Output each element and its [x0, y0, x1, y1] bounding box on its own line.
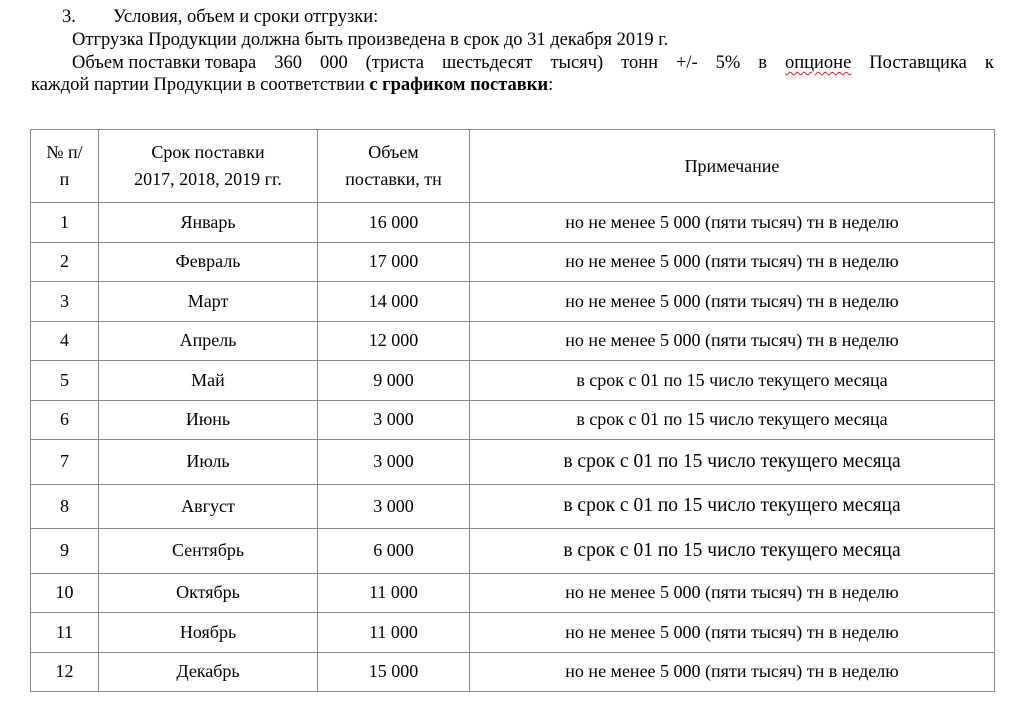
- cell-note: но не менее 5 000 (пяти тысяч) тн в неделю: [470, 242, 995, 282]
- word: 360: [274, 53, 302, 73]
- cell-number: 4: [31, 321, 99, 361]
- table-row: [31, 321, 995, 361]
- table-row: [31, 613, 995, 653]
- cell-month: Апрель: [99, 321, 318, 361]
- cell-note: но не менее 5 000 (пяти тысяч) тн в неделю: [470, 613, 995, 653]
- cell-note: в срок с 01 по 15 число текущего месяца: [470, 361, 995, 401]
- header-note: Примечание: [470, 130, 995, 203]
- cell-volume: 14 000: [318, 282, 470, 322]
- supply-volume-text: [72, 52, 994, 74]
- cell-volume: 3 000: [318, 484, 470, 529]
- word: Объем поставки товара: [72, 53, 257, 73]
- header-text: Объем: [368, 142, 419, 162]
- cell-number: 1: [31, 203, 99, 243]
- header-text: поставки, тн: [345, 169, 442, 189]
- word: тонн: [621, 53, 659, 73]
- table-row: [31, 652, 995, 692]
- cell-note: но не менее 5 000 (пяти тысяч) тн в неделю: [470, 573, 995, 613]
- table-header-row: [31, 130, 995, 203]
- word: шестьдесят: [441, 53, 533, 73]
- cell-note: в срок с 01 по 15 число текущего месяца: [470, 484, 995, 529]
- cell-volume: 15 000: [318, 652, 470, 692]
- cell-month: Сентябрь: [99, 529, 318, 574]
- cell-note: но не менее 5 000 (пяти тысяч) тн в неделю: [470, 203, 995, 243]
- section-number: 3.: [62, 7, 76, 27]
- cell-note: в срок с 01 по 15 число текущего месяца: [470, 440, 995, 485]
- cell-number: 2: [31, 242, 99, 282]
- cell-note: но не менее 5 000 (пяти тысяч) тн в неделю: [470, 321, 995, 361]
- cell-note: но не менее 5 000 (пяти тысяч) тн в неделю: [470, 652, 995, 692]
- header-number: [31, 130, 99, 203]
- word: 5%: [715, 53, 741, 73]
- table-row: [31, 573, 995, 613]
- cell-month: Январь: [99, 203, 318, 243]
- cell-volume: 12 000: [318, 321, 470, 361]
- text-run: :: [548, 75, 554, 95]
- word: (триста: [365, 53, 424, 73]
- word: +/-: [675, 53, 698, 73]
- table-row: [31, 361, 995, 401]
- cell-volume: 17 000: [318, 242, 470, 282]
- cell-volume: 3 000: [318, 440, 470, 485]
- cell-number: 3: [31, 282, 99, 322]
- table-row: [31, 282, 995, 322]
- header-text: № п/: [46, 142, 83, 162]
- cell-number: 10: [31, 573, 99, 613]
- cell-number: 11: [31, 613, 99, 653]
- supply-volume-text-continued: [31, 74, 553, 96]
- cell-volume: 6 000: [318, 529, 470, 574]
- cell-volume: 3 000: [318, 400, 470, 440]
- cell-month: Август: [99, 484, 318, 529]
- cell-number: 6: [31, 400, 99, 440]
- word: Поставщика: [869, 53, 967, 73]
- section-heading: [62, 6, 378, 28]
- table-row: [31, 400, 995, 440]
- cell-month: Декабрь: [99, 652, 318, 692]
- cell-volume: 11 000: [318, 573, 470, 613]
- cell-volume: 16 000: [318, 203, 470, 243]
- word: тысяч): [550, 53, 604, 73]
- cell-month: Июль: [99, 440, 318, 485]
- cell-month: Март: [99, 282, 318, 322]
- section-title: Условия, объем и сроки отгрузки:: [113, 7, 379, 27]
- cell-number: 5: [31, 361, 99, 401]
- header-volume: [318, 130, 470, 203]
- table-row: [31, 484, 995, 529]
- header-text: Срок поставки: [151, 142, 265, 162]
- table-row: [31, 203, 995, 243]
- cell-month: Октябрь: [99, 573, 318, 613]
- cell-note: в срок с 01 по 15 число текущего месяца: [470, 529, 995, 574]
- word: к: [984, 53, 994, 73]
- cell-month: Май: [99, 361, 318, 401]
- cell-note: в срок с 01 по 15 число текущего месяца: [470, 400, 995, 440]
- header-text: 2017, 2018, 2019 гг.: [134, 169, 282, 189]
- schedule-reference: с графиком поставки: [369, 75, 549, 95]
- shipment-deadline-text: Отгрузка Продукции должна быть произведена в срок до 31 декабря 2019 г.: [72, 30, 669, 50]
- cell-month: Ноябрь: [99, 613, 318, 653]
- cell-month: Июнь: [99, 400, 318, 440]
- word: 000: [319, 53, 348, 73]
- cell-month: Февраль: [99, 242, 318, 282]
- table-row: [31, 440, 995, 485]
- table-row: [31, 529, 995, 574]
- header-period: [99, 130, 318, 203]
- cell-number: 12: [31, 652, 99, 692]
- cell-number: 8: [31, 484, 99, 529]
- cell-note: но не менее 5 000 (пяти тысяч) тн в неделю: [470, 282, 995, 322]
- delivery-schedule-table: [30, 129, 995, 692]
- cell-volume: 11 000: [318, 613, 470, 653]
- cell-volume: 9 000: [318, 361, 470, 401]
- spellcheck-flagged-word[interactable]: опционе: [784, 53, 852, 73]
- header-text: п: [59, 169, 70, 189]
- table-row: [31, 242, 995, 282]
- word: в: [758, 53, 768, 73]
- cell-number: 7: [31, 440, 99, 485]
- text-run: каждой партии Продукции в соответствии: [31, 75, 370, 95]
- cell-number: 9: [31, 529, 99, 574]
